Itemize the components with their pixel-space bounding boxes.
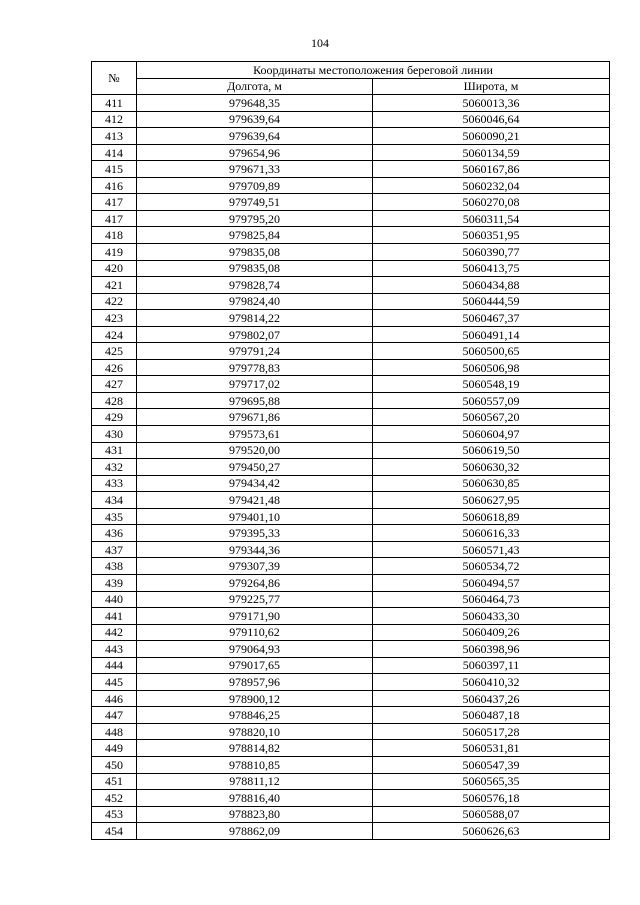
point-number-cell: 419 [92,244,137,261]
latitude-cell: 5060626,63 [373,823,610,840]
longitude-cell: 979395,33 [137,525,373,542]
point-number-cell: 428 [92,392,137,409]
point-number-cell: 412 [92,111,137,128]
latitude-cell: 5060565,35 [373,773,610,790]
table-row [92,608,610,625]
point-number-cell: 443 [92,641,137,658]
table-row [92,558,610,575]
latitude-cell: 5060557,09 [373,392,610,409]
point-number-cell: 445 [92,674,137,691]
latitude-cell: 5060531,81 [373,740,610,757]
point-number-cell: 440 [92,591,137,608]
latitude-cell: 5060090,21 [373,128,610,145]
latitude-cell: 5060433,30 [373,608,610,625]
latitude-cell: 5060576,18 [373,790,610,807]
point-number-cell: 442 [92,624,137,641]
table-row [92,657,610,674]
longitude-cell: 978900,12 [137,690,373,707]
table-row [92,508,610,525]
latitude-cell: 5060534,72 [373,558,610,575]
table-row [92,111,610,128]
point-number-cell: 450 [92,756,137,773]
longitude-cell: 979648,35 [137,95,373,112]
longitude-cell: 978823,80 [137,806,373,823]
longitude-cell: 978811,12 [137,773,373,790]
latitude-cell: 5060013,36 [373,95,610,112]
latitude-cell: 5060270,08 [373,194,610,211]
point-number-cell: 414 [92,144,137,161]
table-row [92,326,610,343]
latitude-cell: 5060630,32 [373,459,610,476]
longitude-cell: 979828,74 [137,277,373,294]
longitude-cell: 978820,10 [137,723,373,740]
longitude-cell: 979450,27 [137,459,373,476]
point-number-cell: 421 [92,277,137,294]
point-number-cell: 411 [92,95,137,112]
point-number-cell: 430 [92,426,137,443]
latitude-cell: 5060619,50 [373,442,610,459]
longitude-cell: 978816,40 [137,790,373,807]
point-number-cell: 416 [92,177,137,194]
longitude-cell: 979573,61 [137,426,373,443]
table-row [92,624,610,641]
latitude-cell: 5060500,65 [373,343,610,360]
latitude-cell: 5060547,39 [373,756,610,773]
longitude-cell: 979017,65 [137,657,373,674]
point-number-cell: 429 [92,409,137,426]
longitude-cell: 979064,93 [137,641,373,658]
latitude-cell: 5060548,19 [373,376,610,393]
table-row [92,459,610,476]
point-number-cell: 447 [92,707,137,724]
latitude-cell: 5060467,37 [373,310,610,327]
table-row [92,492,610,509]
table-row [92,310,610,327]
latitude-cell: 5060410,32 [373,674,610,691]
point-number-cell: 426 [92,359,137,376]
table-row [92,475,610,492]
point-number-cell: 418 [92,227,137,244]
point-number-cell: 417 [92,194,137,211]
table-row [92,756,610,773]
longitude-cell: 978957,96 [137,674,373,691]
latitude-cell: 5060517,28 [373,723,610,740]
point-number-cell: 449 [92,740,137,757]
table-row [92,177,610,194]
longitude-cell: 979717,02 [137,376,373,393]
longitude-cell: 979344,36 [137,541,373,558]
latitude-cell: 5060390,77 [373,244,610,261]
point-number-cell: 444 [92,657,137,674]
table-row [92,194,610,211]
table-row [92,144,610,161]
table-row [92,690,610,707]
table-row [92,674,610,691]
latitude-cell: 5060630,85 [373,475,610,492]
latitude-cell: 5060409,26 [373,624,610,641]
latitude-cell: 5060604,97 [373,426,610,443]
point-number-cell: 434 [92,492,137,509]
point-number-cell: 437 [92,541,137,558]
point-number-cell: 438 [92,558,137,575]
longitude-cell: 979639,64 [137,128,373,145]
latitude-column-header: Широта, м [373,78,610,95]
latitude-cell: 5060494,57 [373,574,610,591]
point-number-cell: 417 [92,210,137,227]
table-row [92,790,610,807]
longitude-column-header: Долгота, м [137,78,373,95]
point-number-cell: 435 [92,508,137,525]
longitude-cell: 979639,64 [137,111,373,128]
point-number-cell: 433 [92,475,137,492]
point-number-cell: 427 [92,376,137,393]
longitude-cell: 979835,08 [137,244,373,261]
longitude-cell: 979654,96 [137,144,373,161]
longitude-cell: 979171,90 [137,608,373,625]
longitude-cell: 979671,33 [137,161,373,178]
longitude-cell: 979802,07 [137,326,373,343]
longitude-cell: 979824,40 [137,293,373,310]
latitude-cell: 5060567,20 [373,409,610,426]
latitude-cell: 5060571,43 [373,541,610,558]
latitude-cell: 5060434,88 [373,277,610,294]
latitude-cell: 5060046,64 [373,111,610,128]
latitude-cell: 5060437,26 [373,690,610,707]
header-row-2 [92,78,610,95]
table-row [92,244,610,261]
longitude-cell: 979791,24 [137,343,373,360]
point-number-cell: 453 [92,806,137,823]
table-row [92,591,610,608]
table-row [92,95,610,112]
point-number-cell: 422 [92,293,137,310]
longitude-cell: 979225,77 [137,591,373,608]
table-row [92,740,610,757]
point-number-cell: 424 [92,326,137,343]
latitude-cell: 5060444,59 [373,293,610,310]
longitude-cell: 979795,20 [137,210,373,227]
coordinates-group-header: Координаты местоположения береговой линии [137,62,610,79]
number-column-header: № [92,62,137,95]
header-row-1 [92,62,610,79]
point-number-cell: 451 [92,773,137,790]
longitude-cell: 979749,51 [137,194,373,211]
table-row [92,409,610,426]
latitude-cell: 5060134,59 [373,144,610,161]
latitude-cell: 5060311,54 [373,210,610,227]
latitude-cell: 5060491,14 [373,326,610,343]
latitude-cell: 5060618,89 [373,508,610,525]
table-row [92,260,610,277]
table-row [92,293,610,310]
table-body [92,95,610,840]
longitude-cell: 979671,86 [137,409,373,426]
latitude-cell: 5060232,04 [373,177,610,194]
table-row [92,806,610,823]
table-row [92,574,610,591]
table-row [92,376,610,393]
point-number-cell: 413 [92,128,137,145]
longitude-cell: 979421,48 [137,492,373,509]
latitude-cell: 5060487,18 [373,707,610,724]
point-number-cell: 436 [92,525,137,542]
table-row [92,525,610,542]
point-number-cell: 452 [92,790,137,807]
table-row [92,392,610,409]
longitude-cell: 979307,39 [137,558,373,575]
longitude-cell: 978862,09 [137,823,373,840]
table-row [92,773,610,790]
table-row [92,359,610,376]
latitude-cell: 5060627,95 [373,492,610,509]
table-row [92,277,610,294]
longitude-cell: 979110,62 [137,624,373,641]
table-row [92,723,610,740]
longitude-cell: 979434,42 [137,475,373,492]
table-row [92,442,610,459]
table-row [92,707,610,724]
longitude-cell: 979520,00 [137,442,373,459]
latitude-cell: 5060413,75 [373,260,610,277]
point-number-cell: 423 [92,310,137,327]
table-row [92,641,610,658]
point-number-cell: 415 [92,161,137,178]
latitude-cell: 5060351,95 [373,227,610,244]
longitude-cell: 978810,85 [137,756,373,773]
point-number-cell: 432 [92,459,137,476]
table-row [92,210,610,227]
longitude-cell: 979825,84 [137,227,373,244]
table-row [92,541,610,558]
longitude-cell: 979264,86 [137,574,373,591]
table-row [92,426,610,443]
latitude-cell: 5060506,98 [373,359,610,376]
point-number-cell: 431 [92,442,137,459]
longitude-cell: 978814,82 [137,740,373,757]
longitude-cell: 979709,89 [137,177,373,194]
table-row [92,227,610,244]
longitude-cell: 979401,10 [137,508,373,525]
table-row [92,128,610,145]
longitude-cell: 979835,08 [137,260,373,277]
latitude-cell: 5060167,86 [373,161,610,178]
latitude-cell: 5060398,96 [373,641,610,658]
latitude-cell: 5060464,73 [373,591,610,608]
point-number-cell: 420 [92,260,137,277]
point-number-cell: 439 [92,574,137,591]
point-number-cell: 454 [92,823,137,840]
point-number-cell: 441 [92,608,137,625]
latitude-cell: 5060588,07 [373,806,610,823]
longitude-cell: 978846,25 [137,707,373,724]
table-row [92,161,610,178]
coordinates-table [91,61,610,840]
point-number-cell: 446 [92,690,137,707]
point-number-cell: 448 [92,723,137,740]
latitude-cell: 5060397,11 [373,657,610,674]
longitude-cell: 979814,22 [137,310,373,327]
latitude-cell: 5060616,33 [373,525,610,542]
longitude-cell: 979778,83 [137,359,373,376]
table-row [92,343,610,360]
table-row [92,823,610,840]
longitude-cell: 979695,88 [137,392,373,409]
point-number-cell: 425 [92,343,137,360]
page-number: 104 [311,36,329,50]
